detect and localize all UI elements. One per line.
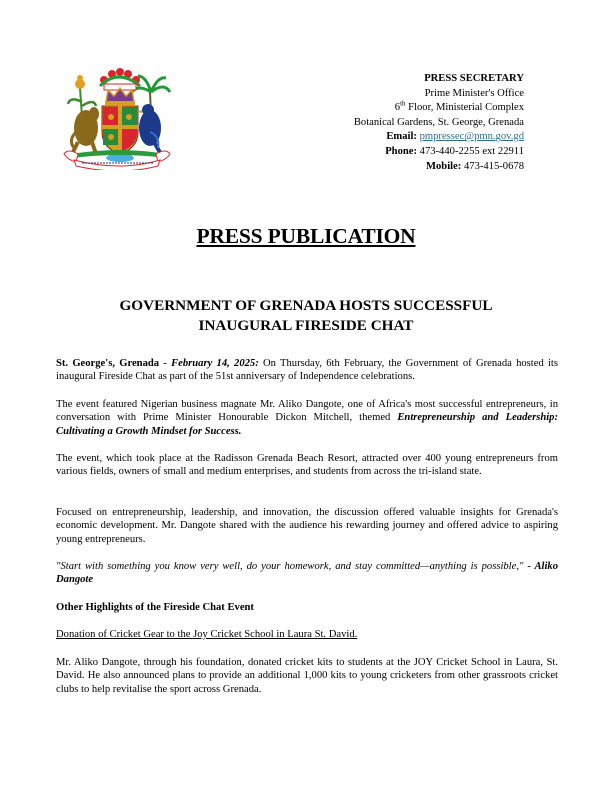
contact-office: Prime Minister's Office xyxy=(424,87,524,99)
contact-address: Botanical Gardens, St. George, Grenada xyxy=(353,116,524,128)
contact-email-row xyxy=(354,130,524,145)
crown xyxy=(105,88,135,105)
dateline-place: St. George's, Grenada - xyxy=(56,358,172,369)
contact-title: PRESS SECRETARY xyxy=(424,73,524,84)
wreath xyxy=(100,68,140,90)
email-link[interactable]: pmpressec@pmn.gov.gd xyxy=(419,131,524,143)
contact-mobile-row xyxy=(354,160,524,175)
lake xyxy=(106,154,134,162)
shield xyxy=(102,106,138,154)
paragraph-cricket-donation xyxy=(56,656,558,696)
phone-value: 473-440-2255 ext 22911 xyxy=(419,145,524,157)
quote xyxy=(56,560,558,587)
phone-label: Phone: xyxy=(385,145,417,157)
dateline-date: February 14, 2025: xyxy=(171,358,259,369)
document-title: PRESS PUBLICATION xyxy=(196,224,416,248)
crest-graphic xyxy=(58,62,176,170)
headline-line-1: GOVERNMENT OF GRENADA HOSTS SUCCESSFUL xyxy=(119,297,493,314)
paragraph-2-text: The event featured Nigerian business magnate Mr. Aliko Dangote, one of Africa's most successful entrepreneurs, in conversation with Prime Minister Honourable Dickon Mitchell, themed xyxy=(56,399,558,424)
paragraph-dateline xyxy=(56,357,558,384)
email-label: Email: xyxy=(386,131,417,143)
coat-of-arms-icon xyxy=(58,62,176,170)
floor-number: 6 xyxy=(394,102,401,114)
paragraph-3-text: The event, which took place at the Radisson Grenada Beach Resort, attracted over 400 young entrepreneurs from various fields, owners of small and medium enterprises, and students from across the tri-island state. xyxy=(56,453,558,478)
grenada-dove xyxy=(137,104,162,156)
paragraph-event-featured xyxy=(56,398,558,438)
subsection-heading: Donation of Cricket Gear to the Joy Cricket School in Laura St. David. xyxy=(56,629,358,640)
quote-text: "Start with something you know very well, do your homework, and stay committed—anything is possible," xyxy=(56,561,524,572)
paragraph-focus xyxy=(56,506,558,546)
floor-rest: Floor, Ministerial Complex xyxy=(405,102,524,114)
mobile-value: 473-415-0678 xyxy=(463,160,524,172)
paragraph-1-text: On Thursday, 6th February, the Government of Grenada hosted its inaugural Fireside Chat as part of the 51st anniversary of Independence celebrations. xyxy=(56,358,558,383)
contact-block xyxy=(354,72,524,174)
section-heading: Other Highlights of the Fireside Chat Event xyxy=(56,602,254,613)
paragraph-4-text: Focused on entrepreneurship, leadership, and innovation, the discussion offered valuable insights for Grenada's economic development. Mr. Dangote shared with the audience his rewarding journey and offered advice to aspiring young entrepreneurs. xyxy=(56,507,558,545)
paragraph-5-text: Mr. Aliko Dangote, through his foundation, donated cricket kits to students at the JOY Cricket School in Laura, St. David. He also announced plans to provide an additional 1,000 kits to young cricketers from other grassroots cricket clubs to help revitalise the sport across Grenada. xyxy=(56,657,558,695)
event-theme: Entrepreneurship and Leadership: Cultivating a Growth Mindset for Success. xyxy=(56,412,558,437)
contact-floor xyxy=(354,101,524,116)
quote-attribution: - Aliko Dangote xyxy=(56,561,558,586)
mobile-label: Mobile: xyxy=(426,160,462,172)
floor-suffix: th xyxy=(400,99,406,108)
contact-phone-row xyxy=(354,145,524,160)
headline-line-2: INAUGURAL FIRESIDE CHAT xyxy=(198,317,414,334)
paragraph-venue xyxy=(56,452,558,479)
headline xyxy=(0,296,612,336)
armadillo xyxy=(71,107,99,154)
